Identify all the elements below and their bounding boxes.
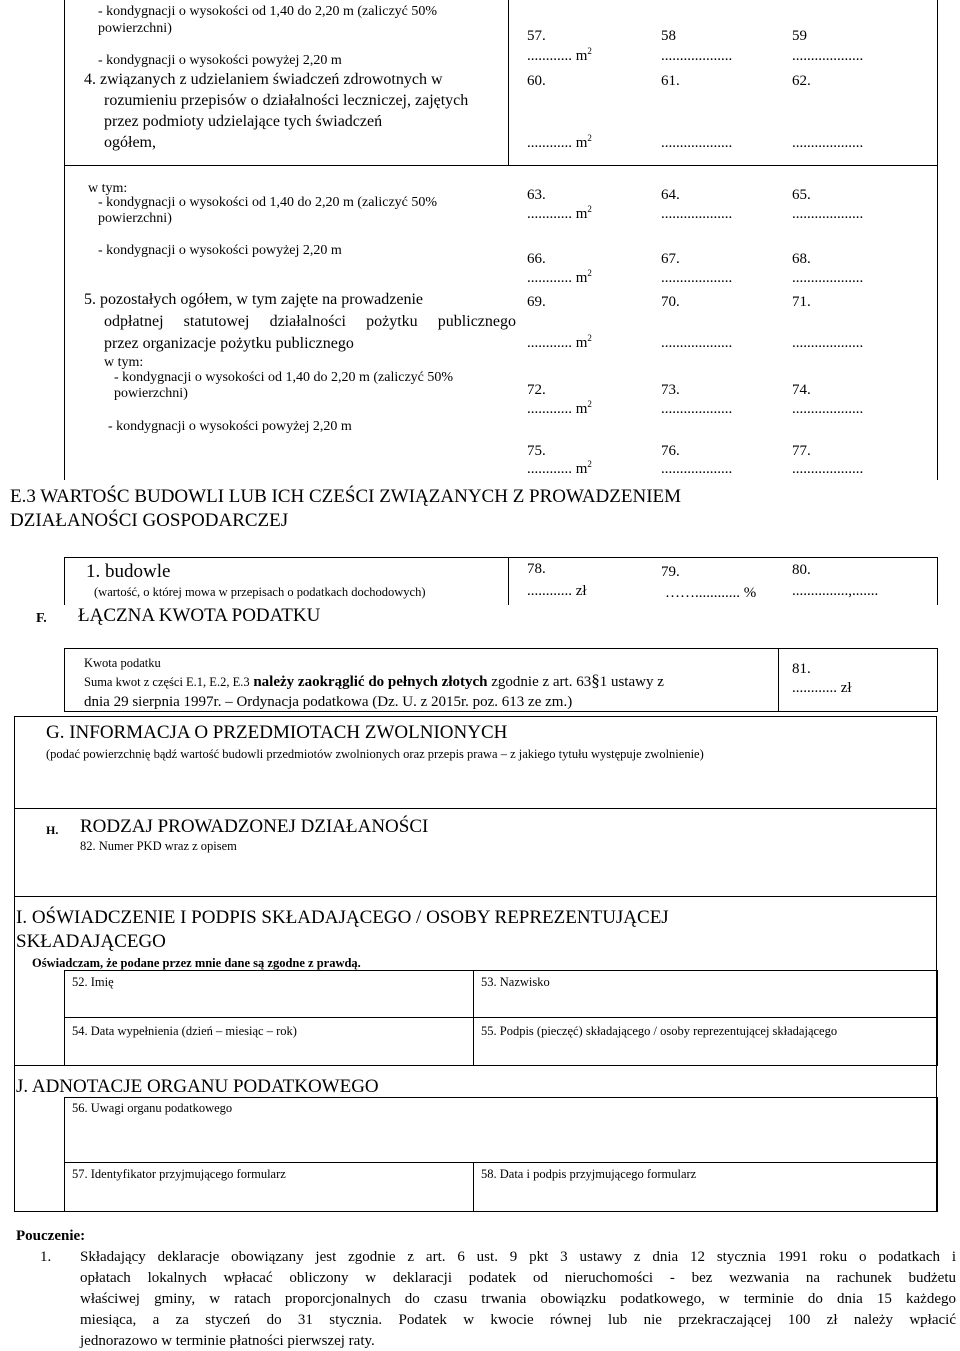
field-62-input[interactable]: ................... [792,135,864,151]
e3-left-border [64,557,65,605]
field-75-input[interactable]: ............ $m^2$ [527,459,592,477]
field-69-label: 69. [527,294,546,310]
field-56-input[interactable] [72,1118,932,1158]
pouczenie-line5: jednorazowo w terminie płatności pierwszej raty. [80,1333,375,1349]
field-58-date-label: 58. Data i podpis przyjmującego formularz [481,1167,697,1181]
field-73-label: 73. [661,382,680,398]
field-60-label: 60. [527,73,546,89]
field-58-label: 58 [661,28,676,44]
field-72-input[interactable]: ............ $m^2$ [527,399,592,417]
j-title: J. ADNOTACJE ORGANU PODATKOWEGO [16,1076,379,1097]
left-border [64,0,65,480]
f-letter: F. [36,611,47,626]
field-81-input[interactable]: ............ zł [792,680,852,696]
field-69-input[interactable]: ............ $m^2$ [527,333,592,351]
pouczenie-num: 1. [40,1249,52,1265]
item5-line2: odpłatnej statutowej działalności pożytku publicznego [104,313,516,330]
field-80-label: 80. [792,562,811,578]
row-divider [64,165,938,166]
field-57-ident-label: 57. Identyfikator przyjmującego formularz [72,1167,286,1181]
field-73-input[interactable]: ................... [661,401,733,417]
i-row1-divider [473,970,474,1018]
item4-line2: rozumieniu przepisów o działalności leczniczej, zajętych [104,92,469,109]
field-78-label: 78. [527,561,546,577]
field-74-input[interactable]: ................... [792,401,864,417]
item4-b: - kondygnacji o wysokości powyżej 2,20 m [98,243,342,258]
field-82-label: 82. Numer PKD wraz z opisem [80,839,237,853]
top-a-line2: powierzchni) [98,21,172,36]
i-statement: Oświadczam, że podane przez mnie dane są zgodne z prawdą. [32,956,361,970]
suma-line2: dnia 29 sierpnia 1997r. – Ordynacja podatkowa (Dz. U. z 2015r. poz. 613 ze zm.) [84,694,573,710]
field-77-label: 77. [792,443,811,459]
field-79-label: 79. [661,564,680,580]
pouczenie-line1: Składający deklaracje obowiązany jest zgodnie z art. 6 ust. 9 pkt 3 ustawy z dnia 12 stycznia 1991 roku o podatkach i [80,1249,956,1265]
field-66-input[interactable]: ............ $m^2$ [527,268,592,286]
pouczenie-line2: opłatach lokalnych wpłacać obliczony w deklaracji podatek od nieruchomości - bez wezwania na rachunek budżetu [80,1270,956,1286]
field-76-label: 76. [661,443,680,459]
budowle-label: 1. budowle [86,561,171,582]
right-border [937,0,938,480]
field-55-label: 55. Podpis (pieczęć) składającego / osoby reprezentującej składającego [481,1024,838,1038]
item4-a-line1: - kondygnacji o wysokości od 1,40 do 2,20 m (zaliczyć 50% [98,195,438,210]
f-divider [778,648,779,712]
field-58-input[interactable]: ................... [661,48,733,64]
field-81-label: 81. [792,661,811,677]
field-53-input[interactable] [481,990,931,1014]
i-title-line2: SKŁADAJĄCEGO [16,931,166,952]
w-tym-label: w tym: [88,181,128,196]
field-71-input[interactable]: ................... [792,335,864,351]
field-70-input[interactable]: ................... [661,335,733,351]
field-53-label: 53. Nazwisko [481,975,550,989]
g-input[interactable] [46,764,926,804]
field-61-label: 61. [661,73,680,89]
field-82-input[interactable] [80,856,920,892]
h-letter: H. [46,823,59,837]
field-54-input[interactable] [72,1040,467,1062]
e3-divider [508,557,509,605]
item4-line3: przez podmioty udzielające tych świadczeń [104,113,383,130]
field-74-label: 74. [792,382,811,398]
field-76-input[interactable]: ................... [661,461,733,477]
field-72-label: 72. [527,382,546,398]
field-67-input[interactable]: ................... [661,270,733,286]
item4-line1: 4. związanych z udzielaniem świadczeń zdrowotnych w [84,71,443,88]
budowle-note: (wartość, o której mowa w przepisach o podatkach dochodowych) [94,585,426,599]
field-79-input[interactable]: ……............ % [665,585,757,601]
e3-title-line2: DZIAŁANOŚCI GOSPODARCZEJ [10,510,289,531]
field-68-label: 68. [792,251,811,267]
field-57-input[interactable]: ............ $m^2$ [527,46,592,64]
field-58-date-input[interactable] [481,1184,931,1208]
field-55-input[interactable] [481,1040,931,1062]
g-note: (podać powierzchnię bądź wartość budowli przedmiotów zwolnionych oraz przepis prawa – z jakiego tytułu występuje zwolnienie) [46,747,704,761]
suma-line1: Suma kwot z części E.1, E.2, E.3 należy zaokrąglić do pełnych złotych zgodnie z art. 63§1 ustawy z [84,671,664,690]
field-65-input[interactable]: ................... [792,206,864,222]
e3-right-border [937,557,938,605]
pouczenie-line3: właściwej gminy, w ratach proporcjonalnych do czasu trwania obowiązku podatkowego, w terminie do dnia 15 każdego [80,1291,956,1307]
field-62-label: 62. [792,73,811,89]
item5-b: - kondygnacji o wysokości powyżej 2,20 m [108,419,352,434]
kwota-label: Kwota podatku [84,656,161,670]
g-title: G. INFORMACJA O PRZEDMIOTACH ZWOLNIONYCH [46,722,508,743]
field-67-label: 67. [661,251,680,267]
field-59-label: 59 [792,28,807,44]
e3-top-border [64,557,938,558]
top-a-line1: - kondygnacji o wysokości od 1,40 do 2,20 m (zaliczyć 50% [98,4,438,19]
field-59-input[interactable]: ................... [792,48,864,64]
item5-line3: przez organizacje pożytku publicznego [104,335,354,352]
i-row2-divider [473,1017,474,1066]
top-b: - kondygnacji o wysokości powyżej 2,20 m [98,53,342,68]
field-57-label: 57. [527,28,546,44]
field-61-input[interactable]: ................... [661,135,733,151]
field-66-label: 66. [527,251,546,267]
field-52-input[interactable] [72,990,467,1014]
item4-line4: ogółem, [104,134,156,151]
f-title: ŁĄCZNA KWOTA PODATKU [78,605,321,626]
field-71-label: 71. [792,294,811,310]
field-64-input[interactable]: ................... [661,206,733,222]
field-63-input[interactable]: ............ $m^2$ [527,204,592,222]
item5-w-tym: w tym: [104,355,144,370]
i-title-line1: I. OŚWIADCZENIE I PODPIS SKŁADAJĄCEGO / OSOBY REPREZENTUJĄCEJ [16,907,669,928]
field-80-input[interactable]: ...............,....... [792,583,879,599]
field-75-label: 75. [527,443,546,459]
field-65-label: 65. [792,187,811,203]
pouczenie-title: Pouczenie: [16,1228,86,1244]
j-row2-divider [473,1162,474,1212]
item5-line1: 5. pozostałych ogółem, w tym zajęte na prowadzenie [84,291,423,308]
field-77-input[interactable]: ................... [792,461,864,477]
field-68-input[interactable]: ................... [792,270,864,286]
field-60-input[interactable]: ............ $m^2$ [527,133,592,151]
item4-a-line2: powierzchni) [98,211,172,226]
e3-title-line1: E.3 WARTOŚC BUDOWLI LUB ICH CZEŚCI ZWIĄZANYCH Z PROWADZENIEM [10,486,682,507]
field-57-ident-input[interactable] [72,1184,467,1208]
field-63-label: 63. [527,187,546,203]
field-70-label: 70. [661,294,680,310]
column-divider [508,0,509,165]
field-56-label: 56. Uwagi organu podatkowego [72,1101,233,1115]
item5-a-line1: - kondygnacji o wysokości od 1,40 do 2,20 m (zaliczyć 50% [114,370,454,385]
field-78-input[interactable]: ............ zł [527,583,587,599]
field-54-label: 54. Data wypełnienia (dzień – miesiąc – rok) [72,1024,297,1038]
pouczenie-line4: miesiąca, a za styczeń do 31 stycznia. Podatek w kwocie równej lub nie przekraczającej 100 zł należy wpłacić [80,1312,956,1328]
item5-a-line2: powierzchni) [114,386,188,401]
h-title: RODZAJ PROWADZONEJ DZIAŁANOŚCI [80,816,429,837]
field-52-label: 52. Imię [72,975,114,989]
field-64-label: 64. [661,187,680,203]
